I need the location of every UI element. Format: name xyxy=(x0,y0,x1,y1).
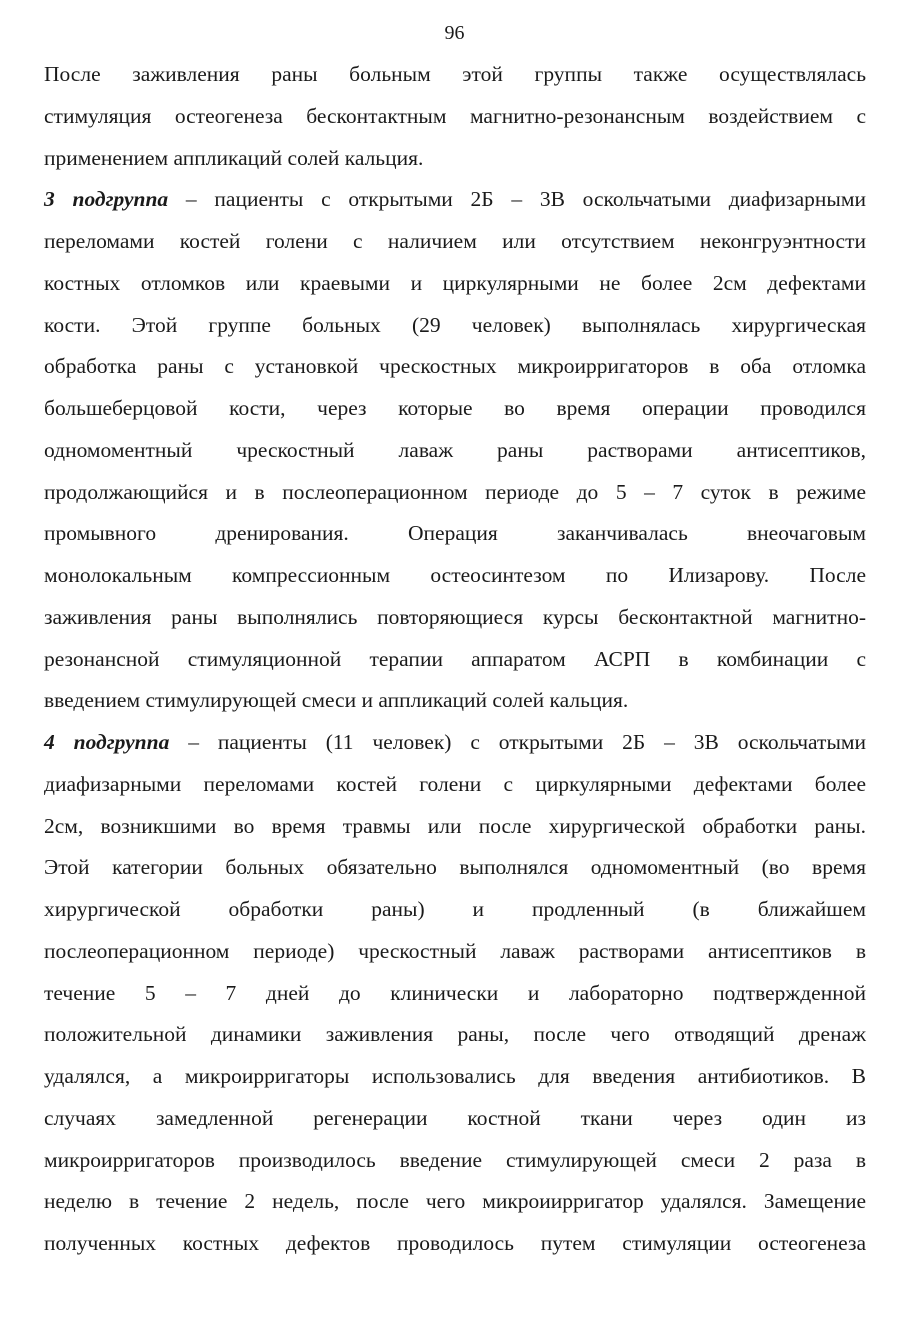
text-line xyxy=(44,767,866,809)
page-number: 96 xyxy=(444,22,465,44)
line-text: одномоментный чрескостный лаваж раны растворами антисептиков, xyxy=(44,437,866,462)
text-line xyxy=(44,1143,866,1185)
line-text: кости. Этой группе больных (29 человек) выполнялась хирургическая xyxy=(44,312,866,337)
subgroup-heading: 4 подгруппа xyxy=(44,730,170,754)
body-text xyxy=(44,57,866,1268)
text-line xyxy=(44,558,866,600)
line-text: введением стимулирующей смеси и аппликаций солей кальция. xyxy=(44,688,629,713)
line-text: промывного дренирования. Операция заканчивалась внеочаговым xyxy=(44,521,866,546)
text-line xyxy=(44,1184,866,1226)
text-line xyxy=(44,224,866,266)
text-line xyxy=(44,892,866,934)
text-line xyxy=(44,934,866,976)
text-line xyxy=(44,266,866,308)
text-line xyxy=(44,1101,866,1143)
text-line xyxy=(44,1059,866,1101)
line-text: послеоперационном периоде) чрескостный лаваж растворами антисептиков в xyxy=(44,938,866,963)
line-text: микроирригаторов производилось введение стимулирующей смеси 2 раза в xyxy=(44,1147,866,1172)
line-text: костных отломков или краевыми и циркулярными не более 2см дефектами xyxy=(44,270,866,295)
text-line xyxy=(44,725,866,767)
text-line xyxy=(44,57,866,99)
line-text: случаях замедленной регенерации костной ткани через один из xyxy=(44,1105,866,1130)
line-text: монолокальным компрессионным остеосинтезом по Илизарову. После xyxy=(44,563,866,587)
line-text: резонансной стимуляционной терапии аппаратом АСРП в комбинации с xyxy=(44,646,866,671)
text-line xyxy=(44,1226,866,1268)
text-line xyxy=(44,391,866,433)
line-text: 2см, возникшими во время травмы или после хирургической обработки раны. xyxy=(44,813,866,838)
text-line xyxy=(44,600,866,642)
text-line xyxy=(44,475,866,517)
subgroup-heading: 3 подгруппа xyxy=(44,187,169,212)
line-text: большеберцовой кости, через которые во время операции проводился xyxy=(44,396,866,420)
line-text: – пациенты с открытыми 2Б – 3В оскольчатыми диафизарными xyxy=(168,187,866,212)
text-line xyxy=(44,642,866,684)
text-line xyxy=(44,516,866,558)
text-line xyxy=(44,850,866,892)
text-line xyxy=(44,809,866,851)
line-text: заживления раны выполнялись повторяющиеся курсы бесконтактной магнитно- xyxy=(44,604,866,629)
text-line xyxy=(44,976,866,1018)
line-text: Этой категории больных обязательно выполнялся одномоментный (во время xyxy=(44,855,866,880)
line-text: полученных костных дефектов проводилось путем стимуляции остеогенеза xyxy=(44,1231,866,1255)
line-text: После заживления раны больным этой группы также осуществлялась xyxy=(44,62,866,86)
text-line xyxy=(44,683,866,725)
line-text: – пациенты (11 человек) с открытыми 2Б – 3В оскольчатыми xyxy=(169,730,866,754)
line-text: переломами костей голени с наличием или отсутствием неконгруэнтности xyxy=(44,229,866,253)
line-text: положительной динамики заживления раны, после чего отводящий дренаж xyxy=(44,1022,866,1047)
line-text: течение 5 – 7 дней до клинически и лабораторно подтвержденной xyxy=(44,980,866,1005)
text-line xyxy=(44,99,866,141)
text-line xyxy=(44,1017,866,1059)
line-text: стимуляция остеогенеза бесконтактным магнитно-резонансным воздействием с xyxy=(44,103,866,128)
line-text: применением аппликаций солей кальция. xyxy=(44,145,424,170)
line-text: удалялся, а микроирригаторы использовались для введения антибиотиков. В xyxy=(44,1064,866,1088)
line-text: обработка раны с установкой чрескостных микроирригаторов в оба отломка xyxy=(44,354,866,379)
line-text: хирургической обработки раны) и продленный (в ближайшем xyxy=(44,897,866,921)
text-line xyxy=(44,182,866,224)
text-line xyxy=(44,308,866,350)
text-line xyxy=(44,433,866,475)
line-text: неделю в течение 2 недель, после чего микроиирригатор удалялся. Замещение xyxy=(44,1189,866,1214)
text-line xyxy=(44,349,866,391)
text-line xyxy=(44,141,866,183)
line-text: продолжающийся и в послеоперационном периоде до 5 – 7 суток в режиме xyxy=(44,479,866,504)
line-text: диафизарными переломами костей голени с циркулярными дефектами более xyxy=(44,771,866,796)
